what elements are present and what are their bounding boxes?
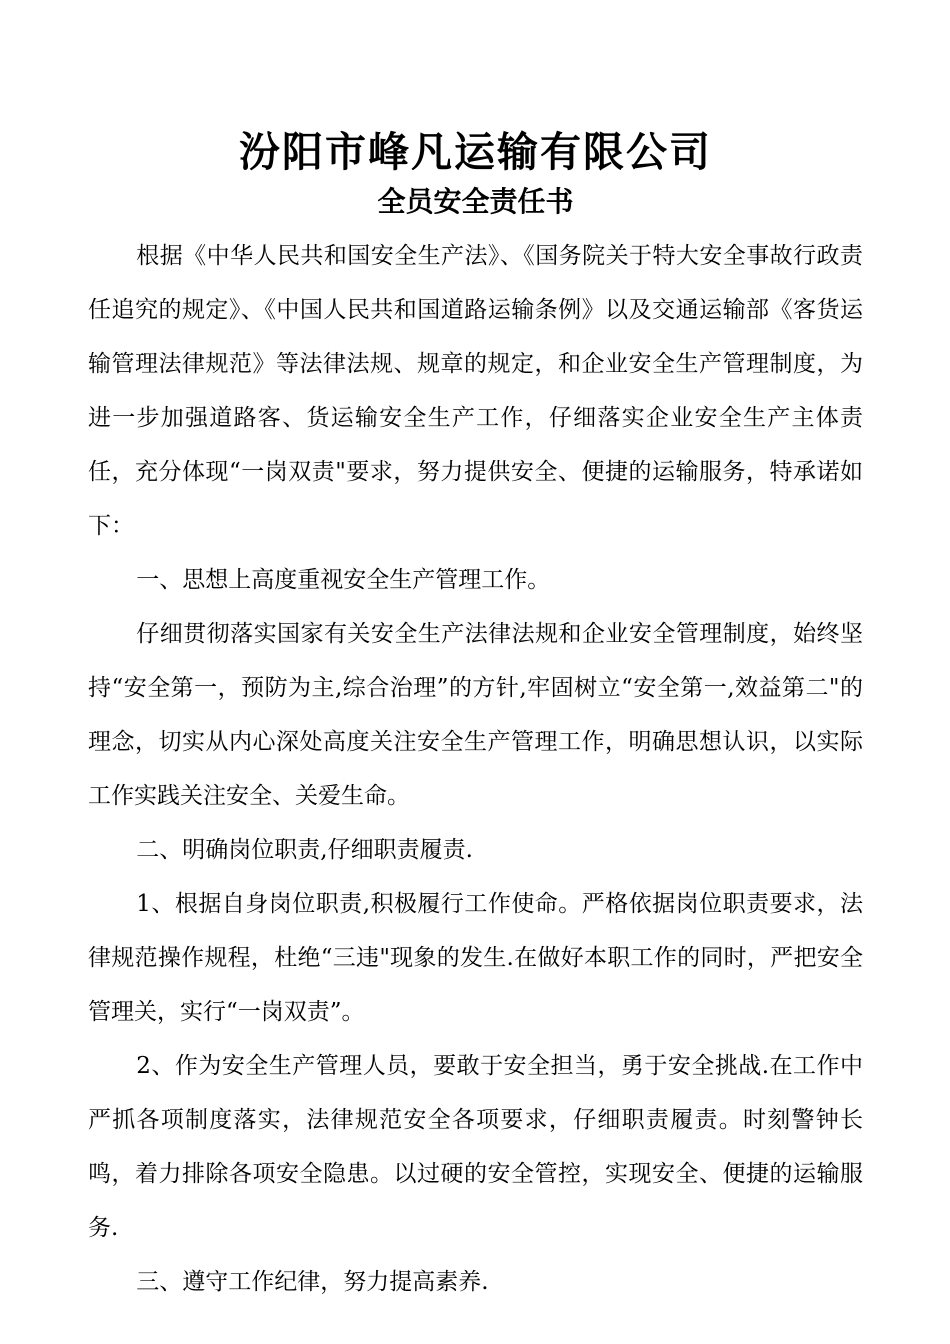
section-2-item-1: 1、根据自身岗位职责,积极履行工作使命。严格依据岗位职责要求，法律规范操作规程，杜绝“三违"现象的发生.在做好本职工作的同时，严把安全管理关，实行“一岗双责”。 — [88, 891, 863, 1025]
section-heading-1: 一、思想上高度重视安全生产管理工作。 — [136, 567, 551, 593]
section-heading-2: 二、明确岗位职责,仔细职责履责. — [136, 837, 473, 863]
document-title: 汾阳市峰凡运输有限公司 — [239, 128, 712, 176]
section-2-item-2: 2、作为安全生产管理人员，要敢于安全担当，勇于安全挑战.在工作中严抓各项制度落实，法律规范安全各项要求，仔细职责履责。时刻警钟长鸣，着力排除各项安全隐患。以过硬的安全管控，实现安全、便捷的运输服务. — [88, 1053, 863, 1241]
intro-paragraph: 根据《中华人民共和国安全生产法》、《国务院关于特大安全事故行政责任追究的规定》、《中国人民共和国道路运输条例》以及交通运输部《客货运输管理法律规范》等法律法规、规章的规定，和企业安全生产管理制度，为进一步加强道路客、货运输安全生产工作，仔细落实企业安全生产主体责任，充分体现“一岗双责"要求，努力提供安全、便捷的运输服务，特承诺如下： — [88, 243, 863, 539]
section-heading-3: 三、遵守工作纪律，努力提高素养. — [136, 1269, 489, 1295]
document-subtitle: 全员安全责任书 — [377, 185, 574, 218]
document-body — [88, 229, 863, 1309]
section-1-paragraph: 仔细贯彻落实国家有关安全生产法律法规和企业安全管理制度，始终坚持“安全第一，预防为主,综合治理”的方针,牢固树立“安全第一,效益第二"的理念，切实从内心深处高度关注安全生产管理工作，明确思想认识，以实际工作实践关注安全、关爱生命。 — [88, 621, 863, 809]
